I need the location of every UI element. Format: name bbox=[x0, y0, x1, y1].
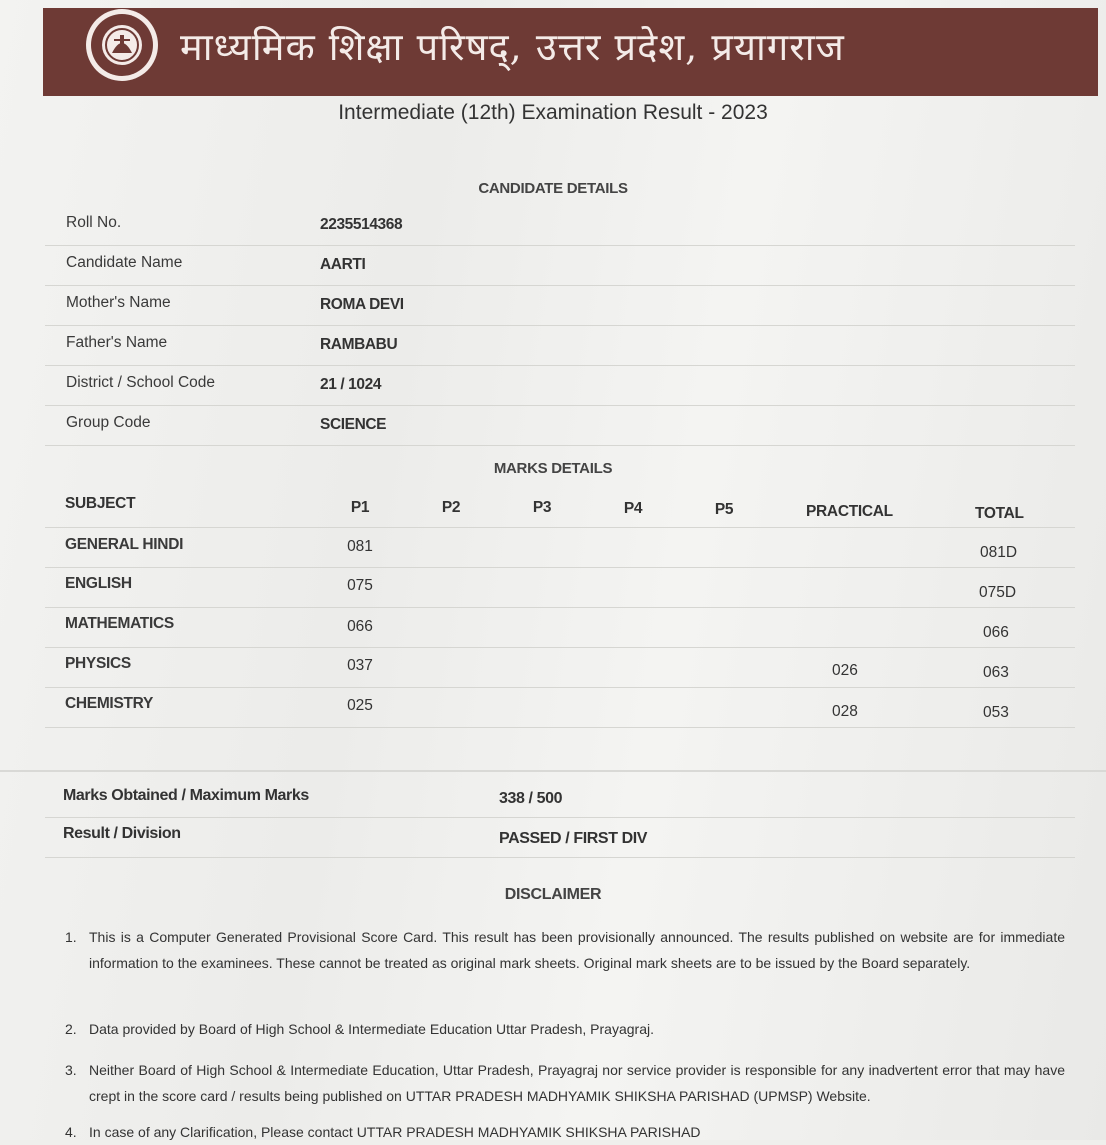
p1-mark: 075 bbox=[347, 577, 373, 594]
p1-mark: 066 bbox=[347, 618, 373, 635]
field-value: SCIENCE bbox=[320, 416, 387, 433]
p1-mark: 081 bbox=[347, 538, 373, 555]
paper-fold-line bbox=[0, 770, 1106, 772]
total-mark: 053 bbox=[983, 704, 1009, 721]
field-value: 21 / 1024 bbox=[320, 376, 382, 393]
field-value: 2235514368 bbox=[320, 216, 403, 233]
candidate-row-mother bbox=[45, 285, 1075, 326]
result-value: PASSED / FIRST DIV bbox=[499, 830, 648, 847]
subject-name: MATHEMATICS bbox=[65, 615, 174, 632]
board-seal-icon bbox=[84, 7, 160, 83]
candidate-row-district bbox=[45, 365, 1075, 406]
p1-mark: 025 bbox=[347, 697, 373, 714]
subject-name: CHEMISTRY bbox=[65, 695, 154, 712]
col-p1: P1 bbox=[350, 499, 370, 516]
disclaimer-heading: DISCLAIMER bbox=[504, 886, 602, 903]
candidate-details-heading: CANDIDATE DETAILS bbox=[478, 180, 628, 197]
subject-name: PHYSICS bbox=[65, 655, 131, 672]
table-row bbox=[45, 527, 1075, 568]
field-label: District / School Code bbox=[66, 374, 216, 391]
candidate-row-group bbox=[45, 405, 1075, 446]
field-value: RAMBABU bbox=[320, 336, 398, 353]
item-text: Data provided by Board of High School & Intermediate Education Uttar Pradesh, Prayagraj. bbox=[89, 1021, 654, 1037]
field-value: AARTI bbox=[320, 256, 366, 273]
table-row bbox=[45, 567, 1075, 608]
item-text: In case of any Clarification, Please contact UTTAR PRADESH MADHYAMIK SHIKSHA PARISHAD bbox=[89, 1124, 701, 1140]
total-mark: 063 bbox=[983, 664, 1009, 681]
field-label: Father's Name bbox=[66, 334, 168, 351]
result-label: Result / Division bbox=[63, 825, 181, 842]
item-number: 2. bbox=[65, 1021, 77, 1037]
item-number: 4. bbox=[65, 1124, 77, 1140]
table-row bbox=[45, 647, 1075, 688]
subject-name: GENERAL HINDI bbox=[65, 536, 184, 553]
item-text: Neither Board of High School & Intermediate Education, Uttar Pradesh, Prayagraj nor service provider is responsible for any inadvertent error that may have crept in the score card / results being published on UTTAR PRADESH MADHYAMIK SHIKSHA PARISHAD (UPMSP) Website. bbox=[89, 1062, 1065, 1104]
col-p4: P4 bbox=[623, 500, 643, 517]
col-p2: P2 bbox=[441, 499, 461, 516]
col-total: TOTAL bbox=[975, 505, 1024, 522]
marks-obtained-label: Marks Obtained / Maximum Marks bbox=[63, 787, 309, 804]
marks-obtained-value: 338 / 500 bbox=[499, 790, 563, 807]
candidate-row-roll bbox=[45, 205, 1075, 246]
item-text: This is a Computer Generated Provisional Score Card. This result has been provisionally announced. The results published on website are for immediate information to the examinees. These cannot be treated as original mark sheets. Original mark sheets are to be issued by the Board separately. bbox=[89, 929, 1065, 971]
marks-details-heading: MARKS DETAILS bbox=[493, 460, 613, 477]
candidate-row-father bbox=[45, 325, 1075, 366]
field-label: Candidate Name bbox=[66, 254, 183, 271]
field-label: Roll No. bbox=[66, 214, 122, 231]
total-mark: 075D bbox=[979, 584, 1017, 601]
item-number: 3. bbox=[65, 1062, 77, 1078]
disclaimer-item bbox=[65, 1119, 1065, 1145]
total-mark: 066 bbox=[983, 624, 1009, 641]
field-value: ROMA DEVI bbox=[320, 296, 404, 313]
table-row bbox=[45, 607, 1075, 648]
col-p5: P5 bbox=[714, 501, 734, 518]
disclaimer-item bbox=[65, 924, 1065, 1004]
col-p3: P3 bbox=[532, 499, 552, 516]
practical-mark: 028 bbox=[832, 703, 858, 720]
disclaimer-item bbox=[65, 1057, 1065, 1111]
table-row bbox=[45, 687, 1075, 728]
board-name: माध्यमिक शिक्षा परिषद्, उत्तर प्रदेश, प्रयागराज bbox=[180, 25, 845, 69]
exam-title: Intermediate (12th) Examination Result - 2023 bbox=[338, 101, 768, 124]
field-label: Mother's Name bbox=[66, 294, 171, 311]
subject-name: ENGLISH bbox=[65, 575, 132, 592]
practical-mark: 026 bbox=[832, 662, 858, 679]
col-practical: PRACTICAL bbox=[806, 503, 893, 520]
p1-mark: 037 bbox=[347, 657, 373, 674]
candidate-row-name bbox=[45, 245, 1075, 286]
disclaimer-item bbox=[65, 1016, 1065, 1042]
field-label: Group Code bbox=[66, 414, 151, 431]
col-subject: SUBJECT bbox=[65, 495, 136, 512]
item-number: 1. bbox=[65, 929, 77, 945]
total-mark: 081D bbox=[980, 544, 1018, 561]
